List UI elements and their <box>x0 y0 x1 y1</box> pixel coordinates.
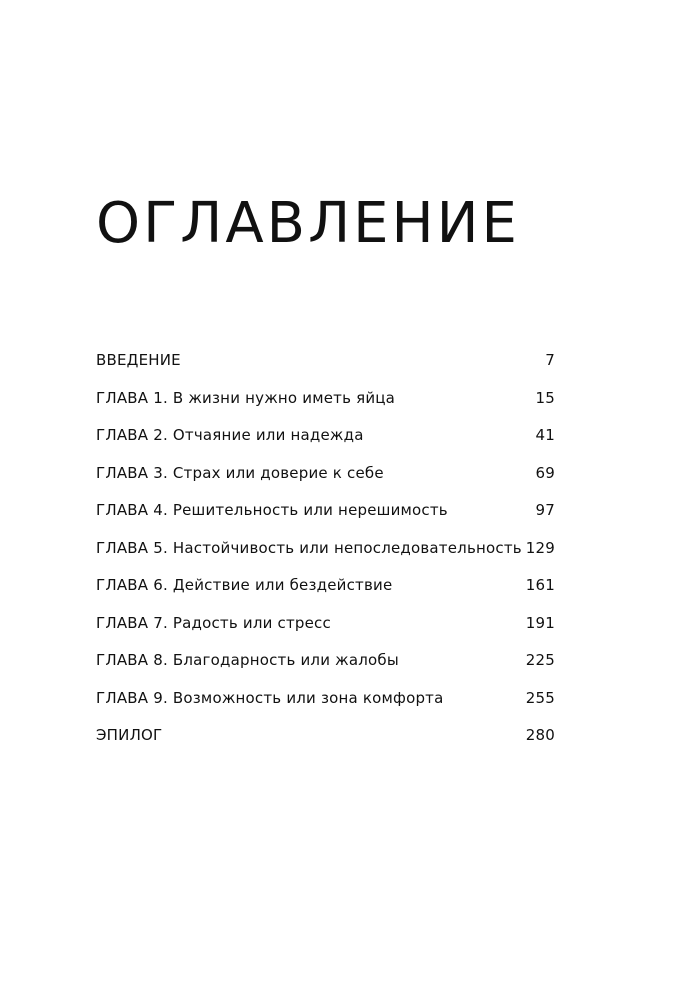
toc-entry-page: 97 <box>535 501 555 519</box>
toc-entry-title: ГЛАВА 1. В жизни нужно иметь яйца <box>96 388 396 407</box>
toc-entry-title: ГЛАВА 9. Возможность или зона комфорта <box>96 688 444 707</box>
toc-entry-chapter-5 <box>96 536 555 574</box>
toc-entry-chapter-9 <box>96 686 555 724</box>
toc-entry-title: ВВЕДЕНИЕ <box>96 351 181 369</box>
toc-entry-title: ГЛАВА 7. Радость или стресс <box>96 613 331 632</box>
toc-entry-page: 255 <box>525 688 555 707</box>
toc-entry-chapter-4 <box>96 498 555 536</box>
table-of-contents <box>96 348 555 761</box>
toc-entry-page: 191 <box>525 613 555 632</box>
toc-entry-page: 129 <box>525 538 555 557</box>
toc-entry-page: 41 <box>535 426 555 444</box>
toc-entry-page: 225 <box>525 651 555 669</box>
toc-entry-title: ГЛАВА 3. Страх или доверие к себе <box>96 463 384 482</box>
toc-entry-chapter-3 <box>96 461 555 499</box>
toc-entry-title: ГЛАВА 4. Решительность или нерешимость <box>96 501 448 519</box>
toc-entry-introduction <box>96 348 555 386</box>
page-title: ОГЛАВЛЕНИЕ <box>96 191 520 256</box>
toc-entry-title: ГЛАВА 5. Настойчивость или непоследовательность <box>96 538 522 557</box>
toc-entry-page: 69 <box>535 463 555 482</box>
toc-entry-epilogue <box>96 723 555 761</box>
toc-entry-chapter-1 <box>96 386 555 424</box>
toc-entry-title: ГЛАВА 6. Действие или бездействие <box>96 576 393 594</box>
toc-entry-title: ЭПИЛОГ <box>96 726 163 744</box>
toc-entry-page: 7 <box>545 351 555 369</box>
toc-entry-chapter-7 <box>96 611 555 649</box>
toc-entry-page: 280 <box>525 726 555 744</box>
toc-entry-page: 15 <box>535 388 555 407</box>
toc-entry-title: ГЛАВА 8. Благодарность или жалобы <box>96 651 399 669</box>
toc-entry-page: 161 <box>525 576 555 594</box>
toc-entry-chapter-8 <box>96 648 555 686</box>
toc-entry-chapter-6 <box>96 573 555 611</box>
toc-entry-title: ГЛАВА 2. Отчаяние или надежда <box>96 426 364 444</box>
toc-entry-chapter-2 <box>96 423 555 461</box>
